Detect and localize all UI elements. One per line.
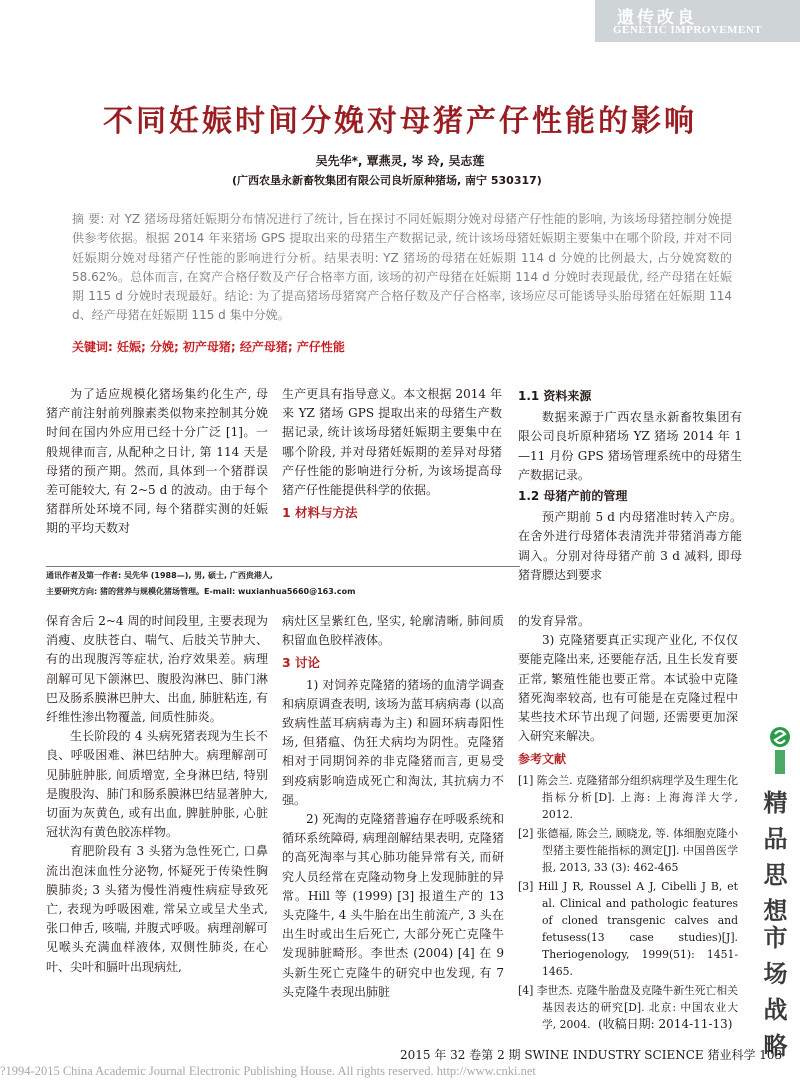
abstract: 摘 要: 对 YZ 猪场母猪妊娠期分布情况进行了统计, 旨在探讨不同妊娠期分娩对母猪产仔性能的影响, 为该场母猪控制分娩提供参考依据。根据 2014 年来猪场 GPS 提取出来的母猪生产数据记录, 统计该场母猪妊娠期主要集中在哪个阶段, 并对不同妊娠期分娩对母猪产仔性能的影响进行分析。结果表明: YZ 猪场的母猪在妊娠期 114 d 分娩的比例最大, 占分娩窝数的 58.62%。总体而言, 在窝产合格仔数及产仔合格率方面, 该场的初产母猪在妊娠期 114 d 分娩时表现最优, 经产母猪在妊娠期 115 d 分娩时表现最好。结论: 为了提高猪场母猪窝产合格仔数及产仔合格率, 该场应尽可能诱导头胎母猪在妊娠期 114 d、经产母猪在妊娠期 115 d 集中分娩。 [72,212,732,323]
page-footer: 2015 年 32 卷第 2 期 SWINE INDUSTRY SCIENCE 猪业科学 103 [400,1048,783,1062]
paragraph: 1) 对饲养克隆猪的猪场的血清学调查和病原调查表明, 该场为蓝耳病病毒 (以高致病性蓝耳病病毒为主) 和圆环病毒阳性场, 但猪瘟、伪狂犬病均为阴性。克隆猪相对于同期饲养的非克隆猪而言, 更易受到疫病影响造成死亡和淘汰, 其抗病力不强。 [282,677,504,807]
copyright-watermark: ?1994-2015 China Academic Journal Electronic Publishing House. All rights reserved. http://www.cnki.net [0,1064,536,1078]
paragraph: 病灶区呈紫红色, 坚实, 轮廓清晰, 肺间质积留血色胶样液体。 [282,614,504,648]
paragraph: 数据来源于广西农垦永新畜牧集团有限公司良圻原种猪场 YZ 猪场 2014 年 1—11 月份 GPS 猪场管理系统中的母猪生产数据记录。 [518,410,742,482]
section-tag-en: GENETIC IMPROVEMENT [613,24,763,36]
article-title: 不同妊娠时间分娩对母猪产仔性能的影响 [103,104,697,139]
subsection-heading: 1.2 母猪产前的管理 [518,489,628,504]
reference-item: [2] 张德福, 陈会兰, 顾晓龙, 等. 体细胞克隆小型猪主要性能指标的测定[J]. 中国兽医学报, 2013, 33 (3): 462-465 [518,826,738,874]
footnote-line: 通讯作者及第一作者: 吴先华 (1988—), 男, 硕士, 广西贵港人, [46,571,273,580]
affiliation: (广西农垦永新畜牧集团有限公司良圻原种猪场, 南宁 530317) [232,174,542,187]
reference-item: [3] Hill J R, Roussel A J, Cibelli J B, et al. Clinical and pathologic features of cloned transgenic calves and fetusess(13 case studies)[J]. Theriogenology, 1999(51): 1451-1465. [518,879,738,978]
logo-icon [767,725,793,775]
paragraph: 的发育异常。 [518,614,591,628]
footnote [46,568,355,600]
keywords: 关键词: 妊娠; 分娩; 初产母猪; 经产母猪; 产仔性能 [72,340,345,354]
lower-column-2 [282,612,504,1002]
reference-item: [1] 陈会兰. 克隆猪部分组织病理学及生理生化指标分析[D]. 上海: 上海海洋大学, 2012. [518,773,738,821]
section-heading: 3 讨论 [282,655,321,671]
side-slogan: 精品思想 [759,790,788,934]
side-slogan: 市场战略 [759,925,788,1069]
paragraph: 生长阶段的 4 头病死猪表现为生长不良、呼吸困难、淋巴结肿大。病理解剖可见肺脏肿胀, 间质增宽, 全身淋巴结, 特别是腹股沟、肺门和肠系膜淋巴结显著肿大, 切面为灰黄色, 或有出血, 脾脏肿胀, 心脏冠状沟有黄色胶冻样物。 [46,729,268,840]
paragraph: 保育舍后 2~4 周的时间段里, 主要表现为消瘦、皮肤苍白、喘气、后肢关节肿大、有的出现腹泻等症状, 治疗效果差。病理剖解可见下颌淋巴、腹股沟淋巴、肺门淋巴及肠系膜淋巴肿大、出血, 肺脏粘连, 有纤维性渗出物覆盖, 间质性肺炎。 [46,614,268,725]
received-date: (收稿日期: 2014-11-13) [598,1017,733,1031]
upper-column-2 [282,385,502,525]
section-heading: 1 材料与方法 [282,505,358,521]
paragraph: 3) 克隆猪要真正实现产业化, 不仅仅要能克隆出来, 还要能存活, 且生长发育要正常, 繁殖性能也要正常。本试验中克隆猪死淘率较高, 也有可能是在克隆过程中某些技术环节出现了问题, 还需要更加深入研究来解决。 [518,633,738,744]
section-tag-zh: 遗传改良 [617,8,697,28]
paragraph: 预产期前 5 d 内母猪准时转入产房。在舍外进行母猪体表清洗并带猪消毒方能调入。分别对待母猪产前 3 d 减料, 即母猪背膘达到要求 [518,510,742,582]
paragraph: 育肥阶段有 3 头猪为急性死亡, 口鼻流出泡沫血性分泌物, 怀疑死于传染性胸膜肺炎; 3 头猪为慢性消瘦性病症导致死亡, 表现为呼吸困难, 常呆立或呈犬坐式, 张口伸舌, 咳喘, 并腹式呼吸。病理剖解可见喉头充满血样液体, 双侧性肺炎, 在心叶、尖叶和膈叶出现病灶, [46,844,268,974]
paragraph: 为了适应规模化猪场集约化生产, 母猪产前注射前列腺素类似物来控制其分娩时间在国内外应用已经十分广泛 [1]。一般规律而言, 从配种之日计, 第 114 天是母猪的预产期。然而, 具体到一个猪群误差可能较大, 有 2~5 d 的波动。由于每个猪群所处环境不同, 每个猪群实测的妊娠期的平均天数对 [46,387,268,536]
company-logo [767,725,793,775]
authors: 吴先华*, 覃燕灵, 岑 玲, 吴志莲 [315,154,485,168]
paragraph: 生产更具有指导意义。本文根据 2014 年来 YZ 猪场 GPS 提取出来的母猪生产数据记录, 统计该场母猪妊娠期主要集中在哪个阶段, 并对母猪妊娠期的差异对母猪产仔性能的影响进行分析, 为该场提高母猪产仔性能提供科学的依据。 [282,387,502,498]
paragraph: 2) 死淘的克隆猪普遍存在呼吸系统和循环系统障碍, 病理剖解结果表明, 克隆猪的高死淘率与其心肺功能异常有关, 而研究人员经常在克隆动物身上发现肺脏的异常。Hill 等 (1999) [3] 报道生产的 13 头克隆牛, 4 头牛胎在出生前流产, 3 头在出生时或出生后死亡, 大部分死亡克隆牛发现肺脏畸形。李世杰 (2004) [4] 在 9 头新生死亡克隆牛的研究中也发现, 有 7 头克隆牛表现出肺脏 [282,812,504,999]
reference-item: [4] 李世杰. 克隆牛胎盘及克隆牛新生死亡相关基因表达的研究[D]. 北京: 中国农业大学, 2004. [518,983,738,1031]
footnote-line: 主要研究方向: 猪的营养与规模化猪场管理。E-mail: wuxianhua5660@163.com [46,587,356,596]
lower-column-3 [518,612,738,1035]
upper-column-3 [518,385,742,585]
lower-column-1 [46,612,268,977]
references-heading: 参考文献 [518,752,567,767]
footnote-divider [46,566,520,567]
upper-column-1 [46,385,268,539]
subsection-heading: 1.1 资料来源 [518,389,592,403]
section-tag [595,0,800,42]
